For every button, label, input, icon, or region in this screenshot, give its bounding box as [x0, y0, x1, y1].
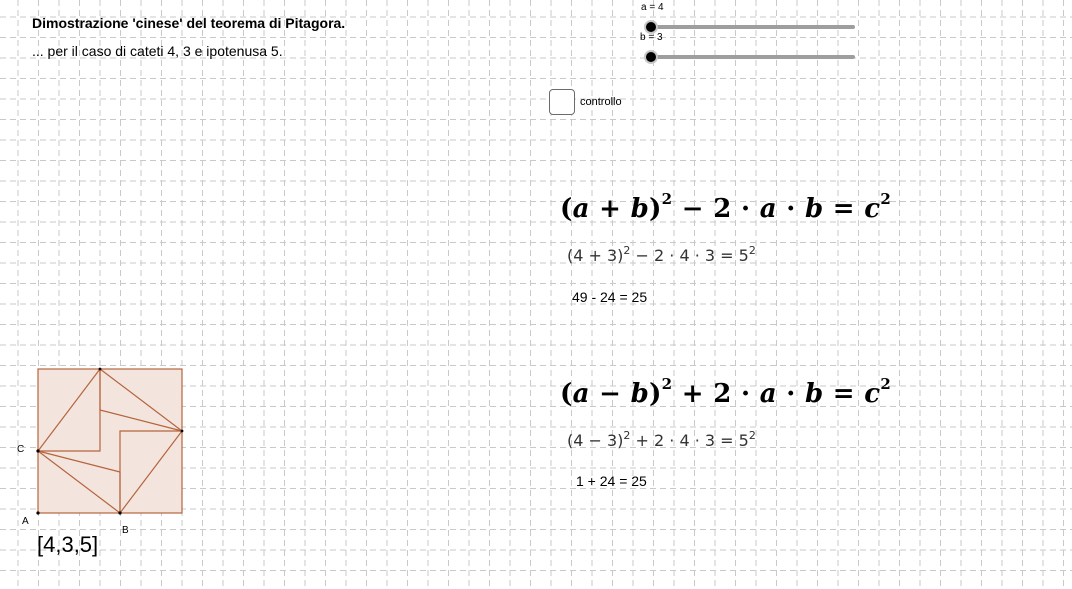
pythagorean-triple: [4,3,5]	[37, 532, 99, 557]
outer-square	[38, 369, 182, 513]
vertex-right	[181, 430, 184, 433]
point-b[interactable]	[118, 511, 121, 514]
slider-b-label: b = 3	[640, 32, 663, 43]
point-c-label: C	[17, 444, 25, 455]
point-a[interactable]	[36, 511, 39, 514]
vertex-top	[99, 368, 102, 371]
formula-1-general: $(a + b)^2 - 2 \cdot a \cdot b = c^2$	[560, 190, 892, 224]
formula-2-result: 1 + 24 = 25	[576, 473, 647, 489]
title: Dimostrazione 'cinese' del teorema di Pitagora.	[32, 15, 346, 31]
point-c[interactable]	[36, 449, 39, 452]
formula-1-numeric: $(4 + 3)^2 - 2 \cdot 4 \cdot 3 = 5^2$	[567, 244, 756, 265]
formula-2-general: $(a - b)^2 + 2 \cdot a \cdot b = c^2$	[560, 375, 892, 409]
formula-2-numeric: $(4 - 3)^2 + 2 \cdot 4 \cdot 3 = 5^2$	[567, 429, 756, 450]
slider-a-label: a = 4	[641, 2, 664, 13]
formula-1-result: 49 - 24 = 25	[572, 289, 648, 305]
controllo-label: controllo	[580, 96, 622, 108]
point-a-label: A	[22, 516, 29, 527]
point-b-label: B	[122, 525, 129, 536]
subtitle: ... per il caso di cateti 4, 3 e ipotenusa 5.	[32, 43, 283, 59]
